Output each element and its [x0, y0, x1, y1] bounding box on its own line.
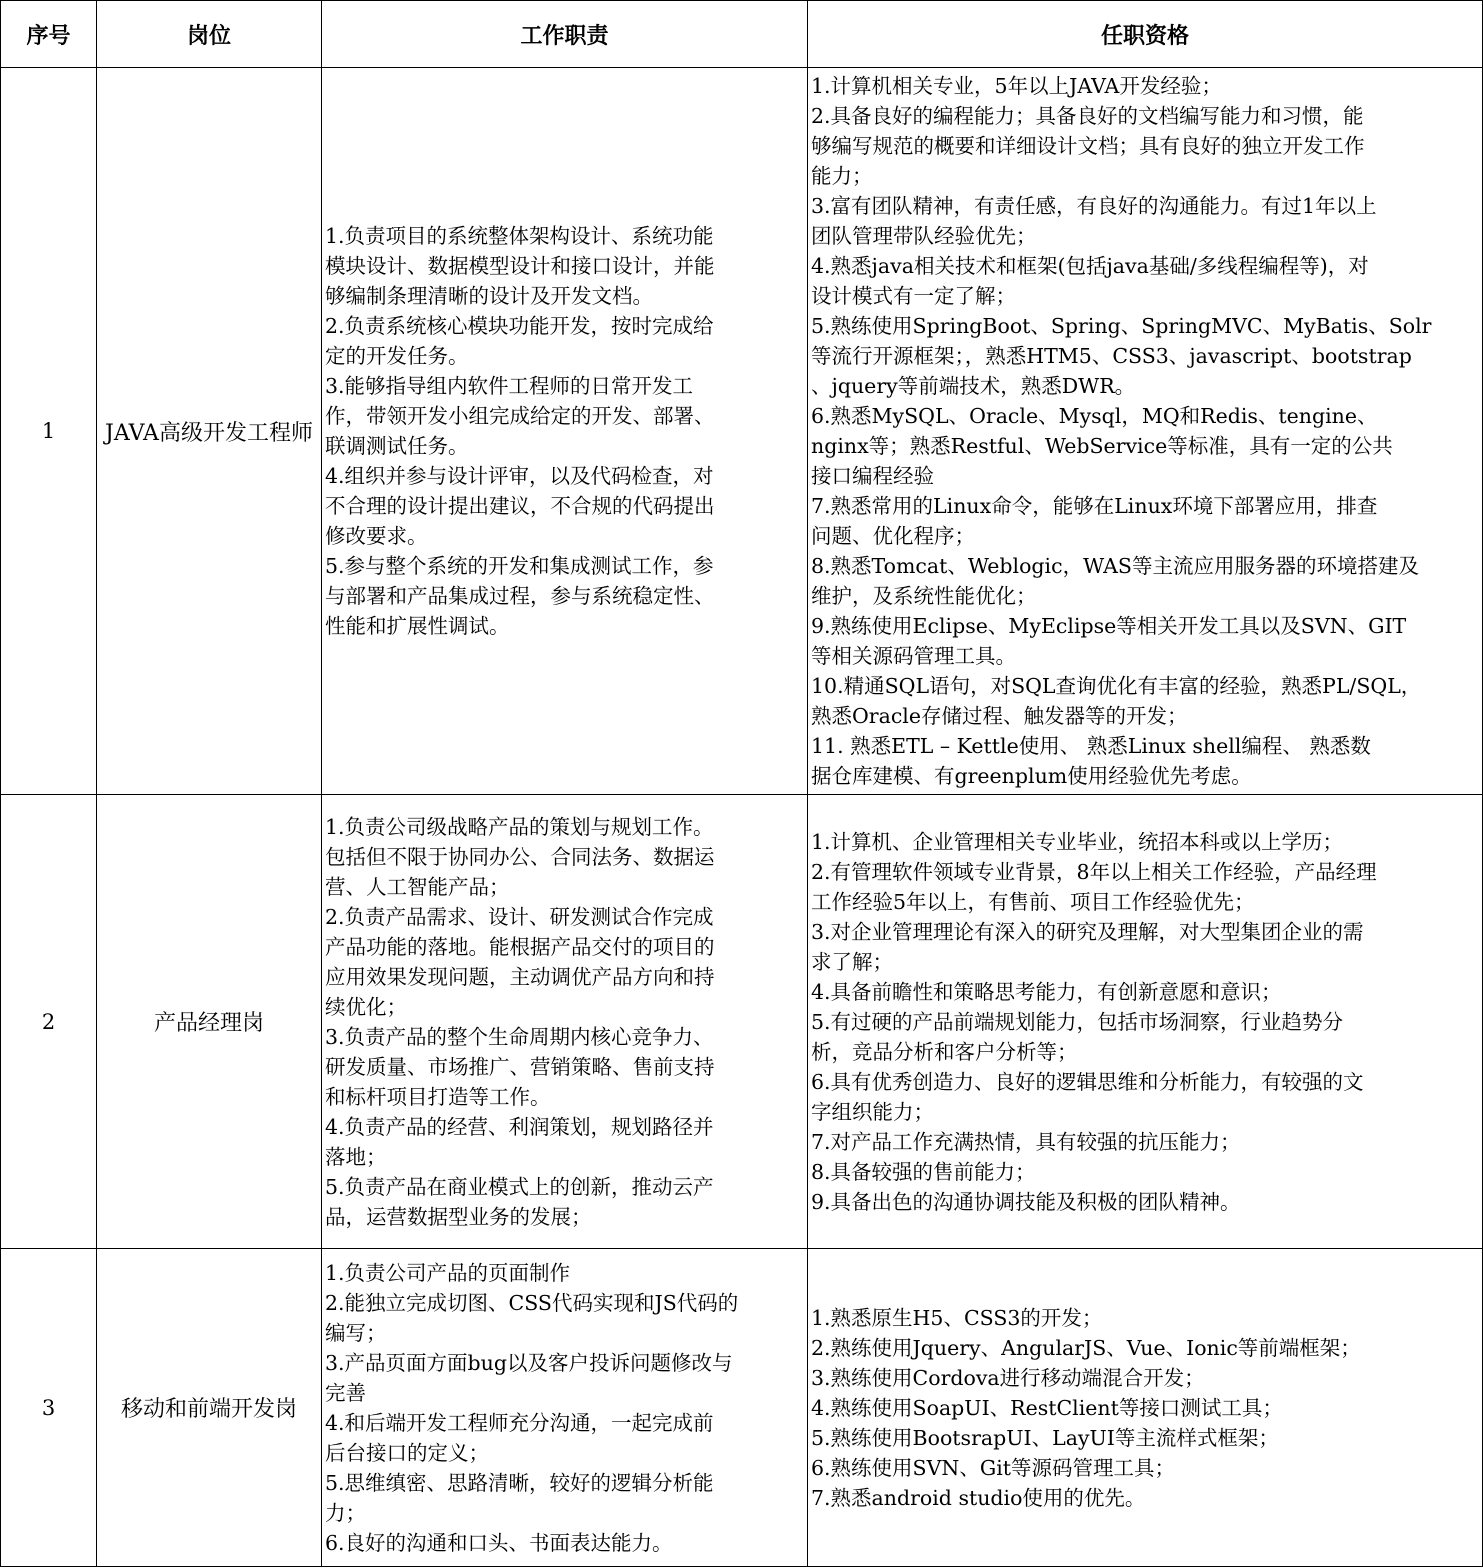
list-line: 等流行开源框架；，熟悉HTM5、CSS3、javascript、bootstrap — [811, 344, 1412, 368]
list-line: 联调测试任务。 — [325, 434, 469, 458]
list-line: 4.熟悉java相关技术和框架(包括java基础/多线程编程等)，对 — [811, 254, 1369, 278]
list-line: 5.参与整个系统的开发和集成测试工作，参 — [325, 554, 714, 578]
list-line: 编写； — [325, 1320, 387, 1345]
list-line: 6.熟悉MySQL、Oracle、Mysql，MQ和Redis、tengine、 — [811, 404, 1378, 428]
header-requirements: 任职资格 — [808, 1, 1483, 68]
list-line: 能力； — [811, 164, 873, 188]
header-num: 序号 — [1, 1, 97, 68]
list-line: 2.能独立完成切图、CSS代码实现和JS代码的 — [325, 1290, 739, 1315]
list-line: 9.熟练使用Eclipse、MyEclipse等相关开发工具以及SVN、GIT — [811, 614, 1407, 638]
list-line: 3.负责产品的整个生命周期内核心竞争力、 — [325, 1024, 714, 1049]
list-line: nginx等；熟悉Restful、WebService等标准，具有一定的公共 — [811, 434, 1393, 458]
list-line: 1.负责公司级战略产品的策划与规划工作。 — [325, 814, 714, 839]
list-line: 作，带领开发小组完成给定的开发、部署、 — [325, 404, 715, 428]
table-row — [1, 1249, 1483, 1567]
list-line: 团队管理带队经验优先； — [811, 224, 1037, 248]
list-line: 品，运营数据型业务的发展； — [325, 1204, 592, 1229]
row-number: 2 — [1, 795, 97, 1249]
requirements-cell — [808, 68, 1483, 795]
list-line: 应用效果发现问题，主动调优产品方向和持 — [325, 964, 715, 989]
list-line: 和标杆项目打造等工作。 — [325, 1084, 551, 1109]
list-line: 2.有管理软件领域专业背景，8年以上相关工作经验，产品经理 — [811, 859, 1377, 884]
list-line: 问题、优化程序； — [811, 524, 975, 548]
list-line: 4.熟练使用SoapUI、RestClient等接口测试工具； — [811, 1395, 1283, 1420]
list-line: 求了解； — [811, 949, 893, 974]
list-line: 4.和后端开发工程师充分沟通，一起完成前 — [325, 1410, 714, 1435]
requirements-list — [808, 1303, 1482, 1513]
list-line: 产品功能的落地。能根据产品交付的项目的 — [325, 934, 715, 959]
list-line: 包括但不限于协同办公、合同法务、数据运 — [325, 844, 715, 869]
list-line: 等相关源码管理工具。 — [811, 644, 1016, 668]
list-line: 11. 熟悉ETL – Kettle使用、 熟悉Linux shell编程、 熟悉数 — [811, 734, 1371, 758]
duties-list — [322, 221, 807, 641]
list-line: 4.具备前瞻性和策略思考能力，有创新意愿和意识； — [811, 979, 1282, 1004]
list-line: 研发质量、市场推广、营销策略、售前支持 — [325, 1054, 715, 1079]
list-line: 1.计算机相关专业，5年以上JAVA开发经验； — [811, 74, 1222, 98]
list-line: 够编制条理清晰的设计及开发文档。 — [325, 284, 653, 308]
list-line: 2.负责系统核心模块功能开发，按时完成给 — [325, 314, 714, 338]
list-line: 、jquery等前端技术，熟悉DWR。 — [811, 374, 1136, 398]
requirements-cell — [808, 1249, 1483, 1567]
list-line: 工作经验5年以上，有售前、项目工作经验优先； — [811, 889, 1255, 914]
header-duties: 工作职责 — [322, 1, 808, 68]
duties-cell — [322, 1249, 808, 1567]
list-line: 析，竞品分析和客户分析等； — [811, 1039, 1078, 1064]
requirements-cell — [808, 795, 1483, 1249]
list-line: 落地； — [325, 1144, 387, 1169]
list-line: 据仓库建模、有greenplum使用经验优先考虑。 — [811, 764, 1252, 788]
list-line: 6.熟练使用SVN、Git等源码管理工具； — [811, 1455, 1176, 1480]
list-line: 后台接口的定义； — [325, 1440, 489, 1465]
list-line: 3.能够指导组内软件工程师的日常开发工 — [325, 374, 694, 398]
requirements-list — [808, 827, 1482, 1217]
list-line: 6.良好的沟通和口头、书面表达能力。 — [325, 1530, 673, 1555]
list-line: 1.负责项目的系统整体架构设计、系统功能 — [325, 224, 714, 248]
row-number: 1 — [1, 68, 97, 795]
list-line: 续优化； — [325, 994, 407, 1019]
list-line: 7.对产品工作充满热情，具有较强的抗压能力； — [811, 1129, 1241, 1154]
list-line: 2.具备良好的编程能力；具备良好的文档编写能力和习惯，能 — [811, 104, 1364, 128]
requirements-list — [808, 71, 1482, 791]
list-line: 完善 — [325, 1380, 366, 1405]
duties-list — [322, 812, 807, 1232]
list-line: 3.产品页面方面bug以及客户投诉问题修改与 — [325, 1350, 733, 1375]
list-line: 5.熟练使用BootsrapUI、LayUI等主流样式框架； — [811, 1425, 1279, 1450]
header-row — [1, 1, 1483, 68]
list-line: 7.熟悉常用的Linux命令，能够在Linux环境下部署应用，排查 — [811, 494, 1378, 518]
list-line: 9.具备出色的沟通协调技能及积极的团队精神。 — [811, 1189, 1241, 1214]
list-line: 模块设计、数据模型设计和接口设计，并能 — [325, 254, 715, 278]
row-number: 3 — [1, 1249, 97, 1567]
list-line: 字组织能力； — [811, 1099, 934, 1124]
list-line: 1.熟悉原生H5、CSS3的开发； — [811, 1305, 1103, 1330]
list-line: 4.组织并参与设计评审，以及代码检查，对 — [325, 464, 714, 488]
list-line: 5.负责产品在商业模式上的创新，推动云产 — [325, 1174, 714, 1199]
list-line: 1.计算机、企业管理相关专业毕业，统招本科或以上学历； — [811, 829, 1344, 854]
list-line: 5.有过硬的产品前端规划能力，包括市场洞察，行业趋势分 — [811, 1009, 1344, 1034]
duties-cell — [322, 795, 808, 1249]
list-line: 力； — [325, 1500, 366, 1525]
list-line: 接口编程经验 — [811, 464, 934, 488]
list-line: 设计模式有一定了解； — [811, 284, 1016, 308]
list-line: 8.熟悉Tomcat、Weblogic，WAS等主流应用服务器的环境搭建及 — [811, 554, 1419, 578]
list-line: 5.思维缜密、思路清晰，较好的逻辑分析能 — [325, 1470, 714, 1495]
list-line: 5.熟练使用SpringBoot、Spring、SpringMVC、MyBatis、Solr — [811, 314, 1432, 338]
list-line: 性能和扩展性调试。 — [325, 614, 510, 638]
list-line: 3.对企业管理理论有深入的研究及理解，对大型集团企业的需 — [811, 919, 1364, 944]
list-line: 3.熟练使用Cordova进行移动端混合开发； — [811, 1365, 1205, 1390]
list-line: 10.精通SQL语句，对SQL查询优化有丰富的经验，熟悉PL/SQL， — [811, 674, 1422, 698]
duties-list — [322, 1258, 807, 1558]
position-title: 产品经理岗 — [97, 795, 322, 1249]
list-line: 3.富有团队精神，有责任感，有良好的沟通能力。有过1年以上 — [811, 194, 1377, 218]
list-line: 够编写规范的概要和详细设计文档；具有良好的独立开发工作 — [811, 134, 1365, 158]
table-row — [1, 795, 1483, 1249]
list-line: 1.负责公司产品的页面制作 — [325, 1260, 571, 1285]
list-line: 营、人工智能产品； — [325, 874, 510, 899]
list-line: 不合理的设计提出建议，不合规的代码提出 — [325, 494, 715, 518]
header-position: 岗位 — [97, 1, 322, 68]
list-line: 与部署和产品集成过程，参与系统稳定性、 — [325, 584, 715, 608]
duties-cell — [322, 68, 808, 795]
list-line: 2.负责产品需求、设计、研发测试合作完成 — [325, 904, 714, 929]
position-title: 移动和前端开发岗 — [97, 1249, 322, 1567]
list-line: 2.熟练使用Jquery、AngularJS、Vue、Ionic等前端框架； — [811, 1335, 1361, 1360]
list-line: 维护，及系统性能优化； — [811, 584, 1037, 608]
list-line: 4.负责产品的经营、利润策划，规划路径并 — [325, 1114, 714, 1139]
list-line: 6.具有优秀创造力、良好的逻辑思维和分析能力，有较强的文 — [811, 1069, 1364, 1094]
list-line: 7.熟悉android studio使用的优先。 — [811, 1485, 1146, 1510]
position-title: JAVA高级开发工程师 — [97, 68, 322, 795]
list-line: 8.具备较强的售前能力； — [811, 1159, 1036, 1184]
table-row — [1, 68, 1483, 795]
list-line: 熟悉Oracle存储过程、触发器等的开发； — [811, 704, 1188, 728]
list-line: 定的开发任务。 — [325, 344, 469, 368]
list-line: 修改要求。 — [325, 524, 428, 548]
